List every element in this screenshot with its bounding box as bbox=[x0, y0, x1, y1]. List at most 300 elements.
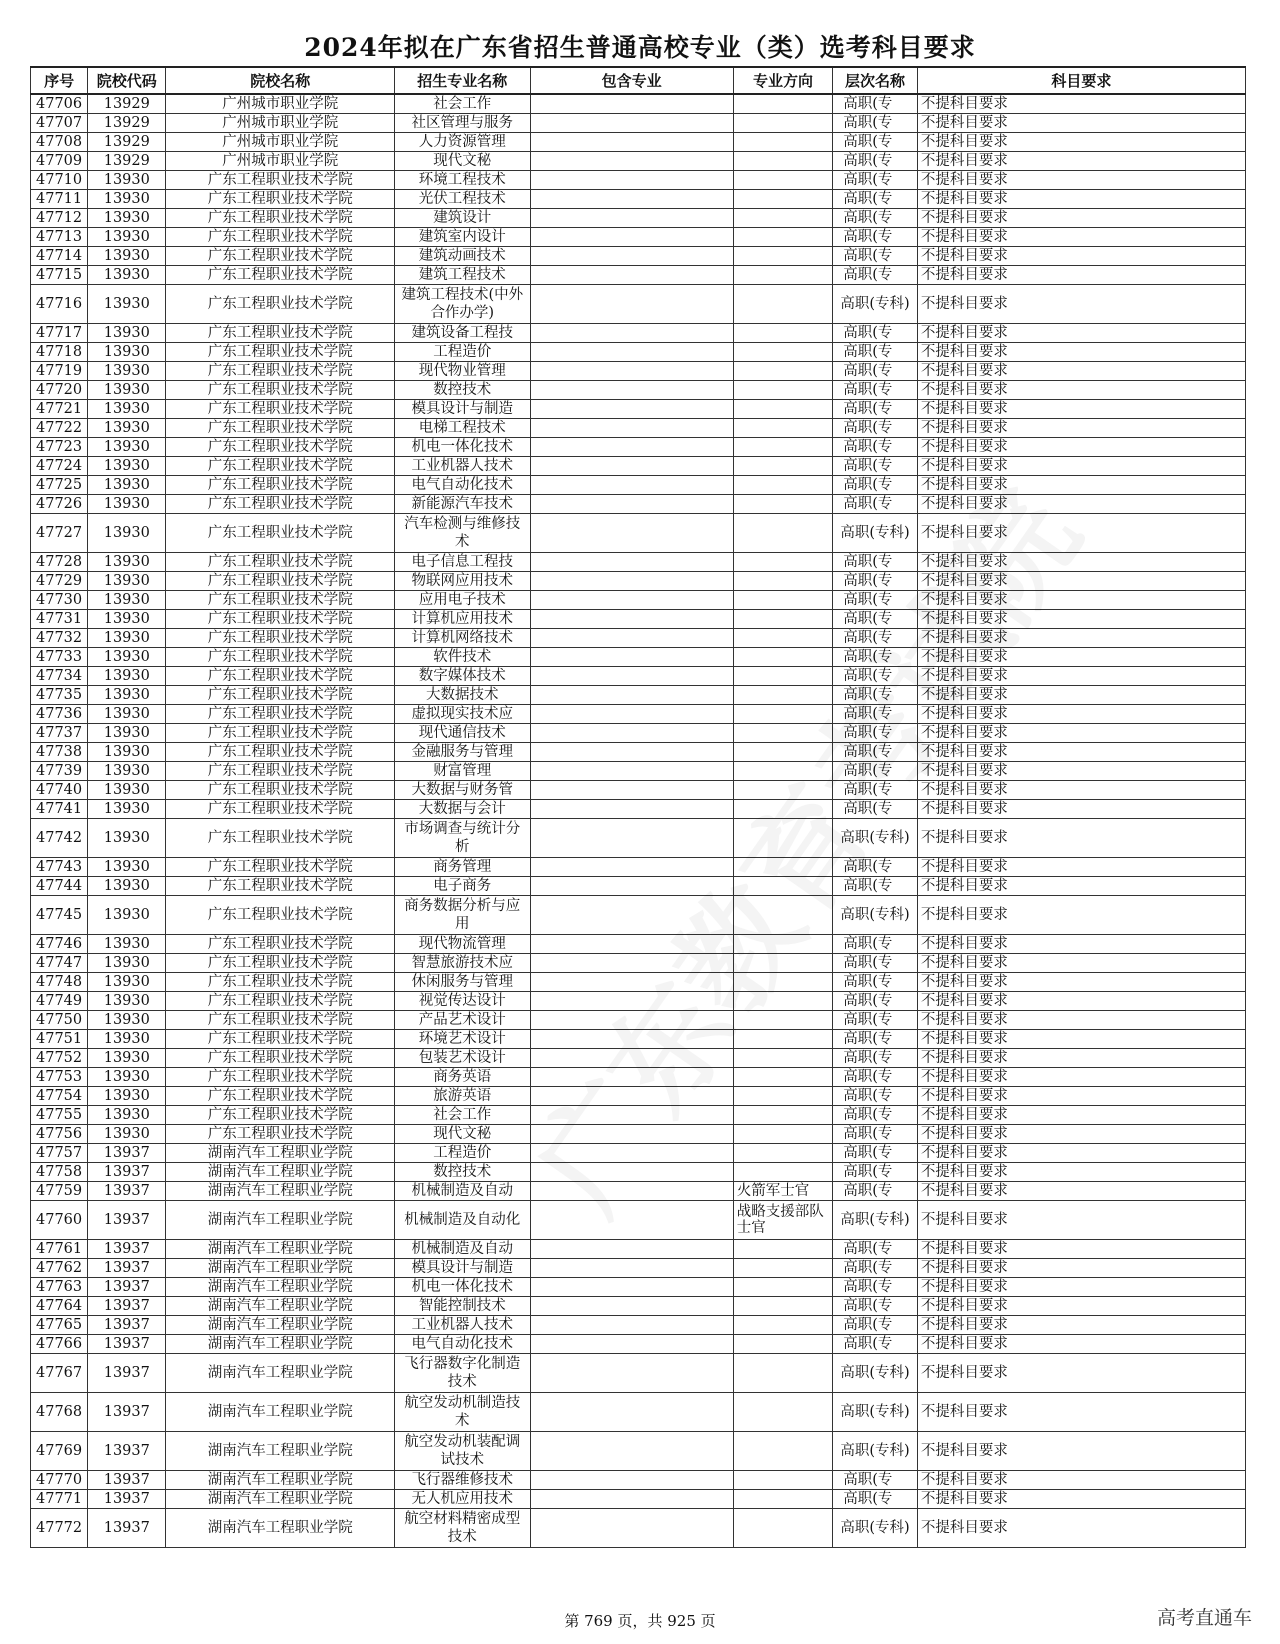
cell-seq: 47756 bbox=[31, 1125, 88, 1144]
cell-included-majors bbox=[530, 343, 733, 362]
cell-major-name: 现代文秘 bbox=[395, 1125, 530, 1144]
table-row bbox=[31, 1068, 1246, 1087]
cell-school-code: 13930 bbox=[88, 800, 166, 819]
cell-level: 高职(专科) bbox=[833, 1393, 918, 1432]
cell-major-direction bbox=[733, 266, 832, 285]
cell-school-name: 广东工程职业技术学院 bbox=[166, 438, 395, 457]
cell-level: 高职(专 bbox=[833, 572, 918, 591]
cell-included-majors bbox=[530, 1201, 733, 1240]
cell-included-majors bbox=[530, 572, 733, 591]
cell-school-name: 湖南汽车工程职业学院 bbox=[166, 1335, 395, 1354]
table-row bbox=[31, 1335, 1246, 1354]
cell-major-direction bbox=[733, 343, 832, 362]
cell-school-name: 湖南汽车工程职业学院 bbox=[166, 1163, 395, 1182]
table-row bbox=[31, 743, 1246, 762]
cell-major-direction bbox=[733, 1393, 832, 1432]
cell-included-majors bbox=[530, 667, 733, 686]
cell-included-majors bbox=[530, 400, 733, 419]
cell-included-majors bbox=[530, 1182, 733, 1201]
cell-included-majors bbox=[530, 858, 733, 877]
cell-included-majors bbox=[530, 724, 733, 743]
cell-subject-requirement: 不提科目要求 bbox=[917, 133, 1245, 152]
cell-school-code: 13937 bbox=[88, 1316, 166, 1335]
cell-subject-requirement: 不提科目要求 bbox=[917, 1509, 1245, 1548]
cell-major-name: 机械制造及自动化 bbox=[395, 1201, 530, 1240]
cell-included-majors bbox=[530, 324, 733, 343]
table-row bbox=[31, 1125, 1246, 1144]
cell-subject-requirement: 不提科目要求 bbox=[917, 992, 1245, 1011]
cell-major-direction bbox=[733, 762, 832, 781]
cell-subject-requirement: 不提科目要求 bbox=[917, 954, 1245, 973]
cell-major-name: 大数据技术 bbox=[395, 686, 530, 705]
cell-level: 高职(专 bbox=[833, 877, 918, 896]
cell-major-direction bbox=[733, 324, 832, 343]
cell-level: 高职(专 bbox=[833, 553, 918, 572]
cell-level: 高职(专 bbox=[833, 152, 918, 171]
cell-subject-requirement: 不提科目要求 bbox=[917, 629, 1245, 648]
cell-school-code: 13937 bbox=[88, 1278, 166, 1297]
table-row bbox=[31, 705, 1246, 724]
table-row bbox=[31, 438, 1246, 457]
cell-seq: 47759 bbox=[31, 1182, 88, 1201]
cell-school-code: 13930 bbox=[88, 686, 166, 705]
cell-major-direction bbox=[733, 1278, 832, 1297]
cell-school-name: 广州城市职业学院 bbox=[166, 94, 395, 114]
table-row bbox=[31, 1011, 1246, 1030]
cell-subject-requirement: 不提科目要求 bbox=[917, 1049, 1245, 1068]
cell-major-direction bbox=[733, 667, 832, 686]
cell-included-majors bbox=[530, 743, 733, 762]
cell-major-direction bbox=[733, 610, 832, 629]
cell-seq: 47708 bbox=[31, 133, 88, 152]
table-row bbox=[31, 686, 1246, 705]
cell-school-code: 13937 bbox=[88, 1259, 166, 1278]
cell-subject-requirement: 不提科目要求 bbox=[917, 762, 1245, 781]
table-row bbox=[31, 1354, 1246, 1393]
cell-school-name: 湖南汽车工程职业学院 bbox=[166, 1490, 395, 1509]
cell-subject-requirement: 不提科目要求 bbox=[917, 877, 1245, 896]
cell-subject-requirement: 不提科目要求 bbox=[917, 152, 1245, 171]
table-row bbox=[31, 1471, 1246, 1490]
cell-included-majors bbox=[530, 992, 733, 1011]
cell-subject-requirement: 不提科目要求 bbox=[917, 1106, 1245, 1125]
cell-major-name: 产品艺术设计 bbox=[395, 1011, 530, 1030]
cell-subject-requirement: 不提科目要求 bbox=[917, 362, 1245, 381]
cell-subject-requirement: 不提科目要求 bbox=[917, 896, 1245, 935]
cell-seq: 47755 bbox=[31, 1106, 88, 1125]
cell-major-direction bbox=[733, 133, 832, 152]
table-row bbox=[31, 152, 1246, 171]
cell-major-direction bbox=[733, 228, 832, 247]
cell-included-majors bbox=[530, 1297, 733, 1316]
cell-major-direction bbox=[733, 705, 832, 724]
cell-included-majors bbox=[530, 1049, 733, 1068]
cell-subject-requirement: 不提科目要求 bbox=[917, 686, 1245, 705]
cell-major-name: 现代通信技术 bbox=[395, 724, 530, 743]
cell-subject-requirement: 不提科目要求 bbox=[917, 1490, 1245, 1509]
cell-included-majors bbox=[530, 705, 733, 724]
cell-seq: 47710 bbox=[31, 171, 88, 190]
cell-included-majors bbox=[530, 209, 733, 228]
cell-seq: 47761 bbox=[31, 1240, 88, 1259]
cell-school-code: 13930 bbox=[88, 266, 166, 285]
cell-major-direction bbox=[733, 973, 832, 992]
cell-subject-requirement: 不提科目要求 bbox=[917, 476, 1245, 495]
cell-included-majors bbox=[530, 1144, 733, 1163]
table-row bbox=[31, 209, 1246, 228]
cell-major-name: 数控技术 bbox=[395, 381, 530, 400]
cell-school-name: 广东工程职业技术学院 bbox=[166, 724, 395, 743]
cell-major-direction bbox=[733, 724, 832, 743]
cell-major-name: 物联网应用技术 bbox=[395, 572, 530, 591]
cell-school-name: 广东工程职业技术学院 bbox=[166, 266, 395, 285]
cell-included-majors bbox=[530, 94, 733, 114]
cell-subject-requirement: 不提科目要求 bbox=[917, 209, 1245, 228]
cell-school-name: 广东工程职业技术学院 bbox=[166, 858, 395, 877]
cell-major-direction bbox=[733, 858, 832, 877]
cell-subject-requirement: 不提科目要求 bbox=[917, 743, 1245, 762]
cell-included-majors bbox=[530, 114, 733, 133]
cell-seq: 47717 bbox=[31, 324, 88, 343]
cell-major-direction bbox=[733, 591, 832, 610]
cell-school-name: 广东工程职业技术学院 bbox=[166, 1030, 395, 1049]
table-row bbox=[31, 133, 1246, 152]
cell-included-majors bbox=[530, 800, 733, 819]
cell-school-code: 13930 bbox=[88, 992, 166, 1011]
cell-major-name: 机电一体化技术 bbox=[395, 1278, 530, 1297]
cell-school-code: 13930 bbox=[88, 819, 166, 858]
cell-included-majors bbox=[530, 1509, 733, 1548]
cell-seq: 47714 bbox=[31, 247, 88, 266]
cell-major-name: 电气自动化技术 bbox=[395, 476, 530, 495]
cell-level: 高职(专 bbox=[833, 190, 918, 209]
cell-major-direction bbox=[733, 781, 832, 800]
cell-seq: 47742 bbox=[31, 819, 88, 858]
cell-major-name: 现代物业管理 bbox=[395, 362, 530, 381]
cell-included-majors bbox=[530, 1240, 733, 1259]
table-row bbox=[31, 1087, 1246, 1106]
cell-major-name: 社会工作 bbox=[395, 1106, 530, 1125]
cell-school-name: 湖南汽车工程职业学院 bbox=[166, 1201, 395, 1240]
cell-included-majors bbox=[530, 457, 733, 476]
cell-major-name: 建筑设备工程技 bbox=[395, 324, 530, 343]
table-row bbox=[31, 781, 1246, 800]
header-school-name: 院校名称 bbox=[166, 67, 395, 94]
cell-subject-requirement: 不提科目要求 bbox=[917, 1278, 1245, 1297]
cell-seq: 47757 bbox=[31, 1144, 88, 1163]
cell-major-name: 大数据与财务管 bbox=[395, 781, 530, 800]
cell-school-code: 13930 bbox=[88, 705, 166, 724]
cell-subject-requirement: 不提科目要求 bbox=[917, 514, 1245, 553]
cell-level: 高职(专 bbox=[833, 457, 918, 476]
cell-subject-requirement: 不提科目要求 bbox=[917, 381, 1245, 400]
table-row bbox=[31, 114, 1246, 133]
cell-major-name: 环境艺术设计 bbox=[395, 1030, 530, 1049]
cell-school-name: 湖南汽车工程职业学院 bbox=[166, 1182, 395, 1201]
cell-level: 高职(专 bbox=[833, 800, 918, 819]
cell-included-majors bbox=[530, 762, 733, 781]
cell-school-code: 13937 bbox=[88, 1471, 166, 1490]
cell-subject-requirement: 不提科目要求 bbox=[917, 1068, 1245, 1087]
cell-school-name: 湖南汽车工程职业学院 bbox=[166, 1432, 395, 1471]
cell-seq: 47734 bbox=[31, 667, 88, 686]
table-row bbox=[31, 1106, 1246, 1125]
requirements-table bbox=[30, 66, 1246, 1548]
cell-level: 高职(专科) bbox=[833, 1354, 918, 1393]
cell-major-name: 社区管理与服务 bbox=[395, 114, 530, 133]
cell-subject-requirement: 不提科目要求 bbox=[917, 438, 1245, 457]
page-footer: 第 769 页，共 925 页 bbox=[564, 1612, 716, 1630]
cell-school-code: 13937 bbox=[88, 1201, 166, 1240]
cell-included-majors bbox=[530, 1335, 733, 1354]
cell-major-direction bbox=[733, 1316, 832, 1335]
cell-included-majors bbox=[530, 954, 733, 973]
cell-level: 高职(专 bbox=[833, 400, 918, 419]
cell-major-name: 工程造价 bbox=[395, 1144, 530, 1163]
cell-school-name: 广东工程职业技术学院 bbox=[166, 1068, 395, 1087]
cell-school-code: 13930 bbox=[88, 877, 166, 896]
cell-level: 高职(专 bbox=[833, 114, 918, 133]
cell-seq: 47728 bbox=[31, 553, 88, 572]
cell-seq: 47750 bbox=[31, 1011, 88, 1030]
cell-major-name: 航空材料精密成型技术 bbox=[395, 1509, 530, 1548]
table-row bbox=[31, 1163, 1246, 1182]
cell-major-direction bbox=[733, 1432, 832, 1471]
cell-seq: 47726 bbox=[31, 495, 88, 514]
cell-seq: 47770 bbox=[31, 1471, 88, 1490]
cell-school-name: 湖南汽车工程职业学院 bbox=[166, 1354, 395, 1393]
cell-level: 高职(专 bbox=[833, 419, 918, 438]
cell-subject-requirement: 不提科目要求 bbox=[917, 667, 1245, 686]
cell-major-direction bbox=[733, 419, 832, 438]
table-row bbox=[31, 629, 1246, 648]
cell-seq: 47737 bbox=[31, 724, 88, 743]
cell-subject-requirement: 不提科目要求 bbox=[917, 114, 1245, 133]
cell-seq: 47719 bbox=[31, 362, 88, 381]
cell-school-code: 13937 bbox=[88, 1432, 166, 1471]
cell-school-name: 广东工程职业技术学院 bbox=[166, 190, 395, 209]
cell-school-name: 广东工程职业技术学院 bbox=[166, 762, 395, 781]
cell-school-name: 湖南汽车工程职业学院 bbox=[166, 1297, 395, 1316]
cell-major-name: 机械制造及自动 bbox=[395, 1240, 530, 1259]
cell-subject-requirement: 不提科目要求 bbox=[917, 285, 1245, 324]
cell-seq: 47769 bbox=[31, 1432, 88, 1471]
table-row bbox=[31, 247, 1246, 266]
cell-included-majors bbox=[530, 781, 733, 800]
table-row bbox=[31, 476, 1246, 495]
table-row bbox=[31, 667, 1246, 686]
cell-major-direction bbox=[733, 877, 832, 896]
cell-school-code: 13930 bbox=[88, 381, 166, 400]
cell-major-name: 新能源汽车技术 bbox=[395, 495, 530, 514]
page-title: 2024年拟在广东省招生普通高校专业（类）选考科目要求 bbox=[304, 33, 976, 62]
cell-school-code: 13937 bbox=[88, 1393, 166, 1432]
cell-level: 高职(专 bbox=[833, 743, 918, 762]
cell-subject-requirement: 不提科目要求 bbox=[917, 553, 1245, 572]
cell-seq: 47727 bbox=[31, 514, 88, 553]
cell-subject-requirement: 不提科目要求 bbox=[917, 247, 1245, 266]
cell-major-name: 建筑工程技术 bbox=[395, 266, 530, 285]
cell-included-majors bbox=[530, 152, 733, 171]
cell-level: 高职(专 bbox=[833, 324, 918, 343]
table-row bbox=[31, 171, 1246, 190]
cell-seq: 47720 bbox=[31, 381, 88, 400]
table-row bbox=[31, 1030, 1246, 1049]
cell-school-name: 广州城市职业学院 bbox=[166, 152, 395, 171]
cell-level: 高职(专 bbox=[833, 495, 918, 514]
cell-school-code: 13937 bbox=[88, 1297, 166, 1316]
cell-level: 高职(专科) bbox=[833, 819, 918, 858]
cell-major-name: 现代文秘 bbox=[395, 152, 530, 171]
cell-subject-requirement: 不提科目要求 bbox=[917, 343, 1245, 362]
cell-school-code: 13930 bbox=[88, 1030, 166, 1049]
cell-school-name: 湖南汽车工程职业学院 bbox=[166, 1393, 395, 1432]
cell-school-name: 广东工程职业技术学院 bbox=[166, 896, 395, 935]
cell-level: 高职(专 bbox=[833, 1011, 918, 1030]
cell-major-direction bbox=[733, 629, 832, 648]
cell-included-majors bbox=[530, 1068, 733, 1087]
cell-school-code: 13930 bbox=[88, 553, 166, 572]
cell-major-direction bbox=[733, 1490, 832, 1509]
cell-seq: 47723 bbox=[31, 438, 88, 457]
cell-major-direction bbox=[733, 553, 832, 572]
cell-subject-requirement: 不提科目要求 bbox=[917, 1011, 1245, 1030]
cell-major-direction bbox=[733, 94, 832, 114]
cell-level: 高职(专科) bbox=[833, 514, 918, 553]
cell-level: 高职(专 bbox=[833, 992, 918, 1011]
cell-subject-requirement: 不提科目要求 bbox=[917, 1316, 1245, 1335]
cell-level: 高职(专 bbox=[833, 1240, 918, 1259]
cell-major-direction bbox=[733, 1049, 832, 1068]
cell-major-name: 模具设计与制造 bbox=[395, 1259, 530, 1278]
cell-seq: 47740 bbox=[31, 781, 88, 800]
table-row bbox=[31, 324, 1246, 343]
cell-included-majors bbox=[530, 1432, 733, 1471]
cell-subject-requirement: 不提科目要求 bbox=[917, 190, 1245, 209]
cell-major-name: 商务管理 bbox=[395, 858, 530, 877]
cell-subject-requirement: 不提科目要求 bbox=[917, 591, 1245, 610]
cell-level: 高职(专 bbox=[833, 610, 918, 629]
cell-major-name: 工业机器人技术 bbox=[395, 457, 530, 476]
table-row bbox=[31, 1049, 1246, 1068]
cell-included-majors bbox=[530, 1030, 733, 1049]
cell-level: 高职(专科) bbox=[833, 896, 918, 935]
cell-subject-requirement: 不提科目要求 bbox=[917, 1030, 1245, 1049]
cell-school-name: 广东工程职业技术学院 bbox=[166, 877, 395, 896]
cell-major-name: 软件技术 bbox=[395, 648, 530, 667]
cell-level: 高职(专科) bbox=[833, 1432, 918, 1471]
cell-subject-requirement: 不提科目要求 bbox=[917, 724, 1245, 743]
cell-included-majors bbox=[530, 228, 733, 247]
cell-school-name: 广东工程职业技术学院 bbox=[166, 954, 395, 973]
cell-major-name: 建筑工程技术(中外合作办学) bbox=[395, 285, 530, 324]
cell-seq: 47736 bbox=[31, 705, 88, 724]
cell-school-name: 广东工程职业技术学院 bbox=[166, 935, 395, 954]
header-major-name: 招生专业名称 bbox=[395, 67, 530, 94]
cell-school-name: 广州城市职业学院 bbox=[166, 114, 395, 133]
cell-level: 高职(专科) bbox=[833, 1201, 918, 1240]
table-row bbox=[31, 381, 1246, 400]
cell-level: 高职(专 bbox=[833, 667, 918, 686]
cell-school-code: 13930 bbox=[88, 1087, 166, 1106]
cell-school-code: 13930 bbox=[88, 1106, 166, 1125]
cell-school-name: 湖南汽车工程职业学院 bbox=[166, 1259, 395, 1278]
cell-school-name: 广东工程职业技术学院 bbox=[166, 553, 395, 572]
cell-included-majors bbox=[530, 1354, 733, 1393]
cell-seq: 47749 bbox=[31, 992, 88, 1011]
cell-school-code: 13930 bbox=[88, 954, 166, 973]
cell-school-name: 广东工程职业技术学院 bbox=[166, 1125, 395, 1144]
cell-level: 高职(专 bbox=[833, 1297, 918, 1316]
cell-major-name: 金融服务与管理 bbox=[395, 743, 530, 762]
cell-school-name: 广东工程职业技术学院 bbox=[166, 705, 395, 724]
header-major-direction: 专业方向 bbox=[733, 67, 832, 94]
cell-major-direction bbox=[733, 1335, 832, 1354]
cell-major-direction bbox=[733, 686, 832, 705]
cell-subject-requirement: 不提科目要求 bbox=[917, 610, 1245, 629]
cell-major-name: 商务数据分析与应用 bbox=[395, 896, 530, 935]
cell-subject-requirement: 不提科目要求 bbox=[917, 400, 1245, 419]
cell-level: 高职(专 bbox=[833, 705, 918, 724]
table-row bbox=[31, 343, 1246, 362]
cell-major-direction bbox=[733, 1354, 832, 1393]
table-row bbox=[31, 495, 1246, 514]
header-level: 层次名称 bbox=[833, 67, 918, 94]
cell-major-name: 航空发动机装配调试技术 bbox=[395, 1432, 530, 1471]
cell-school-name: 广东工程职业技术学院 bbox=[166, 591, 395, 610]
cell-school-code: 13937 bbox=[88, 1182, 166, 1201]
cell-included-majors bbox=[530, 438, 733, 457]
cell-subject-requirement: 不提科目要求 bbox=[917, 935, 1245, 954]
cell-school-name: 广东工程职业技术学院 bbox=[166, 343, 395, 362]
cell-included-majors bbox=[530, 1163, 733, 1182]
cell-major-name: 建筑设计 bbox=[395, 209, 530, 228]
cell-seq: 47711 bbox=[31, 190, 88, 209]
cell-subject-requirement: 不提科目要求 bbox=[917, 1163, 1245, 1182]
cell-major-name: 人力资源管理 bbox=[395, 133, 530, 152]
cell-school-name: 广东工程职业技术学院 bbox=[166, 362, 395, 381]
cell-school-code: 13930 bbox=[88, 514, 166, 553]
cell-major-direction bbox=[733, 1240, 832, 1259]
cell-major-direction bbox=[733, 457, 832, 476]
cell-subject-requirement: 不提科目要求 bbox=[917, 171, 1245, 190]
cell-major-direction bbox=[733, 819, 832, 858]
cell-included-majors bbox=[530, 629, 733, 648]
cell-seq: 47763 bbox=[31, 1278, 88, 1297]
table-row bbox=[31, 877, 1246, 896]
cell-level: 高职(专 bbox=[833, 94, 918, 114]
cell-school-code: 13930 bbox=[88, 343, 166, 362]
table-row bbox=[31, 1278, 1246, 1297]
cell-level: 高职(专 bbox=[833, 438, 918, 457]
table-row bbox=[31, 819, 1246, 858]
cell-seq: 47765 bbox=[31, 1316, 88, 1335]
cell-level: 高职(专 bbox=[833, 1144, 918, 1163]
cell-seq: 47754 bbox=[31, 1087, 88, 1106]
cell-major-name: 视觉传达设计 bbox=[395, 992, 530, 1011]
cell-major-name: 电子商务 bbox=[395, 877, 530, 896]
cell-seq: 47772 bbox=[31, 1509, 88, 1548]
cell-level: 高职(专 bbox=[833, 1125, 918, 1144]
cell-major-name: 飞行器数字化制造技术 bbox=[395, 1354, 530, 1393]
cell-level: 高职(专 bbox=[833, 1182, 918, 1201]
cell-subject-requirement: 不提科目要求 bbox=[917, 648, 1245, 667]
cell-major-name: 市场调查与统计分析 bbox=[395, 819, 530, 858]
cell-school-code: 13930 bbox=[88, 324, 166, 343]
cell-school-code: 13930 bbox=[88, 935, 166, 954]
cell-included-majors bbox=[530, 1087, 733, 1106]
table-row bbox=[31, 1201, 1246, 1240]
